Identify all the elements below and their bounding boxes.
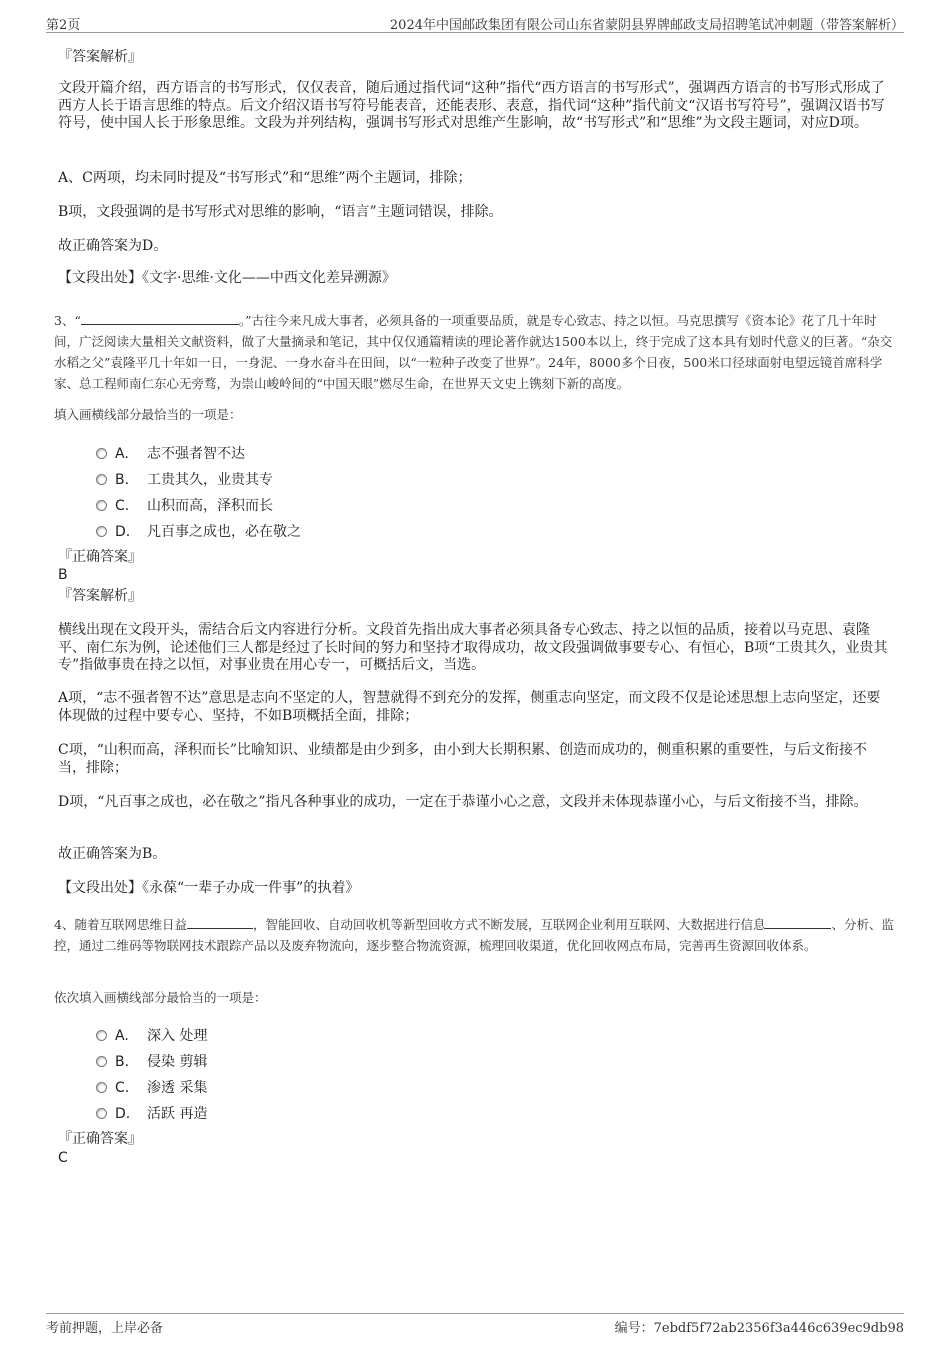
radio-icon[interactable]	[96, 526, 107, 537]
q3-stem	[54, 310, 900, 394]
q4-stem: 4、随着互联网思维日益 ，智能回收、自动回收机等新型回收方式不断发展，互联网企业利用互联网、大数据进行信息 、分析、监控，通过二维码等物联网技术跟踪产品以及废弃物流向，逐步整合物流资源，梳理回收渠道，优化回收网点布局，完善再生资源回收体系。	[54, 917, 894, 953]
page-number: 第2页	[46, 18, 81, 33]
q4-blank-1	[187, 916, 253, 929]
radio-icon[interactable]	[96, 1056, 107, 1067]
q4-prompt: 依次填入画横线部分最恰当的一项是：	[54, 990, 267, 1005]
q2-analysis-label: 『答案解析』	[58, 49, 142, 65]
q3-option-d-note: D项，“凡百事之成也，必在敬之”指凡各种事业的成功，一定在于恭谨小心之意，文段并未体现恭谨小心，与后文衔接不当，排除。	[58, 794, 868, 810]
q3-correct-label: 『正确答案』	[58, 549, 142, 565]
q3-analysis-label: 『答案解析』	[58, 588, 142, 604]
q4-option-b[interactable]: B. 侵染 剪辑	[96, 1051, 207, 1071]
q3-option-c-note: C项，“山积而高，泽积而长”比喻知识、业绩都是由少到多，由小到大长期积累、创造而成功的，侧重积累的重要性，与后文衔接不当，排除；	[58, 742, 868, 776]
q4-correct-answer: C	[58, 1150, 68, 1166]
q3-analysis-text: 横线出现在文段开头，需结合后文内容进行分析。文段首先指出成大事者必须具备专心致志、持之以恒的品质，接着以马克思、袁隆平、南仁东为例，论述他们三人都是经过了长时间的努力和坚持才取得成功，故文段强调做事要专心、有恒心，B项“工贵其久，业贵其专”指做事贵在持之以恒，对事业贵在用心专一，可概括后文，当选。	[58, 622, 888, 673]
q3-option-d[interactable]: D. 凡百事之成也，必在敬之	[96, 521, 301, 541]
page-footer	[46, 1313, 904, 1336]
q4-blank-2	[765, 916, 831, 929]
radio-icon[interactable]	[96, 500, 107, 511]
q3-stem-text: 。”古往今来凡成大事者，必须具备的一项重要品质，就是专心致志、持之以恒。马克思撰写《资本论》花了几十年时间，广泛阅读大量相关文献资料，做了大量摘录和笔记，其中仅仅通篇精读的理论著作就达1500本以上，终于完成了这本具有划时代意义的巨著。“杂交水稻之父”袁隆平几十年如一日，一身泥、一身水奋斗在田间，以“一粒种子改变了世界”。24年，8000多个日夜，500米口径球面射电望远镜首席科学家、总工程师南仁东心无旁骛，为崇山峻岭间的“中国天眼”燃尽生命，在世界天文史上镌刻下新的高度。	[54, 313, 893, 391]
q3-prompt: 填入画横线部分最恰当的一项是：	[54, 407, 242, 422]
q3-conclusion: 故正确答案为B。	[58, 846, 167, 862]
q2-option-b-note: B项，文段强调的是书写形式对思维的影响，“语言”主题词错误，排除。	[58, 204, 503, 220]
radio-icon[interactable]	[96, 1082, 107, 1093]
q3-option-a[interactable]: A. 志不强者智不达	[96, 443, 245, 463]
radio-icon[interactable]	[96, 1030, 107, 1041]
q3-blank	[81, 312, 239, 325]
document-code: 编号：7ebdf5f72ab2356f3a446c639ec9db98	[614, 1321, 904, 1336]
radio-icon[interactable]	[96, 448, 107, 459]
q3-correct-answer: B	[58, 567, 68, 583]
q3-number: 3、“	[54, 313, 81, 328]
q3-source: 【文段出处】《永葆“一辈子办成一件事”的执着》	[58, 880, 360, 896]
q4-option-d[interactable]: D. 活跃 再造	[96, 1103, 207, 1123]
radio-icon[interactable]	[96, 1108, 107, 1119]
footer-slogan: 考前押题，上岸必备	[46, 1321, 164, 1336]
q4-option-c[interactable]: C. 渗透 采集	[96, 1077, 207, 1097]
q2-option-ac-note: A、C两项，均未同时提及“书写形式”和“思维”两个主题词，排除；	[58, 170, 472, 186]
radio-icon[interactable]	[96, 474, 107, 485]
q2-analysis-text: 文段开篇介绍，西方语言的书写形式，仅仅表音，随后通过指代词“这种”指代“西方语言的书写形式”，强调西方语言的书写形式形成了西方人长于语言思维的特点。后文介绍汉语书写符号能表音，还能表形、表意，指代词“这种”指代前文“汉语书写符号”，强调汉语书写符号，使中国人长于形象思维。文段为并列结构，强调书写形式对思维产生影响，故“书写形式”和“思维”为文段主题词，对应D项。	[58, 80, 885, 131]
q4-correct-label: 『正确答案』	[58, 1131, 142, 1147]
q2-conclusion: 故正确答案为D。	[58, 238, 168, 254]
document-title: 2024年中国邮政集团有限公司山东省蒙阴县界牌邮政支局招聘笔试冲刺题（带答案解析）	[389, 18, 904, 33]
q2-source: 【文段出处】《文字·思维·文化——中西文化差异溯源》	[58, 270, 396, 286]
q3-option-a-note: A项，“志不强者智不达”意思是志向不坚定的人，智慧就得不到充分的发挥，侧重志向坚定，而文段不仅是论述思想上志向坚定，还要体现做的过程中要专心、坚持，不如B项概括全面，排除；	[58, 690, 881, 724]
q4-option-a[interactable]: A. 深入 处理	[96, 1025, 207, 1045]
q3-option-b[interactable]: B. 工贵其久，业贵其专	[96, 469, 273, 489]
q3-option-c[interactable]: C. 山积而高，泽积而长	[96, 495, 273, 515]
page-header	[46, 12, 904, 33]
